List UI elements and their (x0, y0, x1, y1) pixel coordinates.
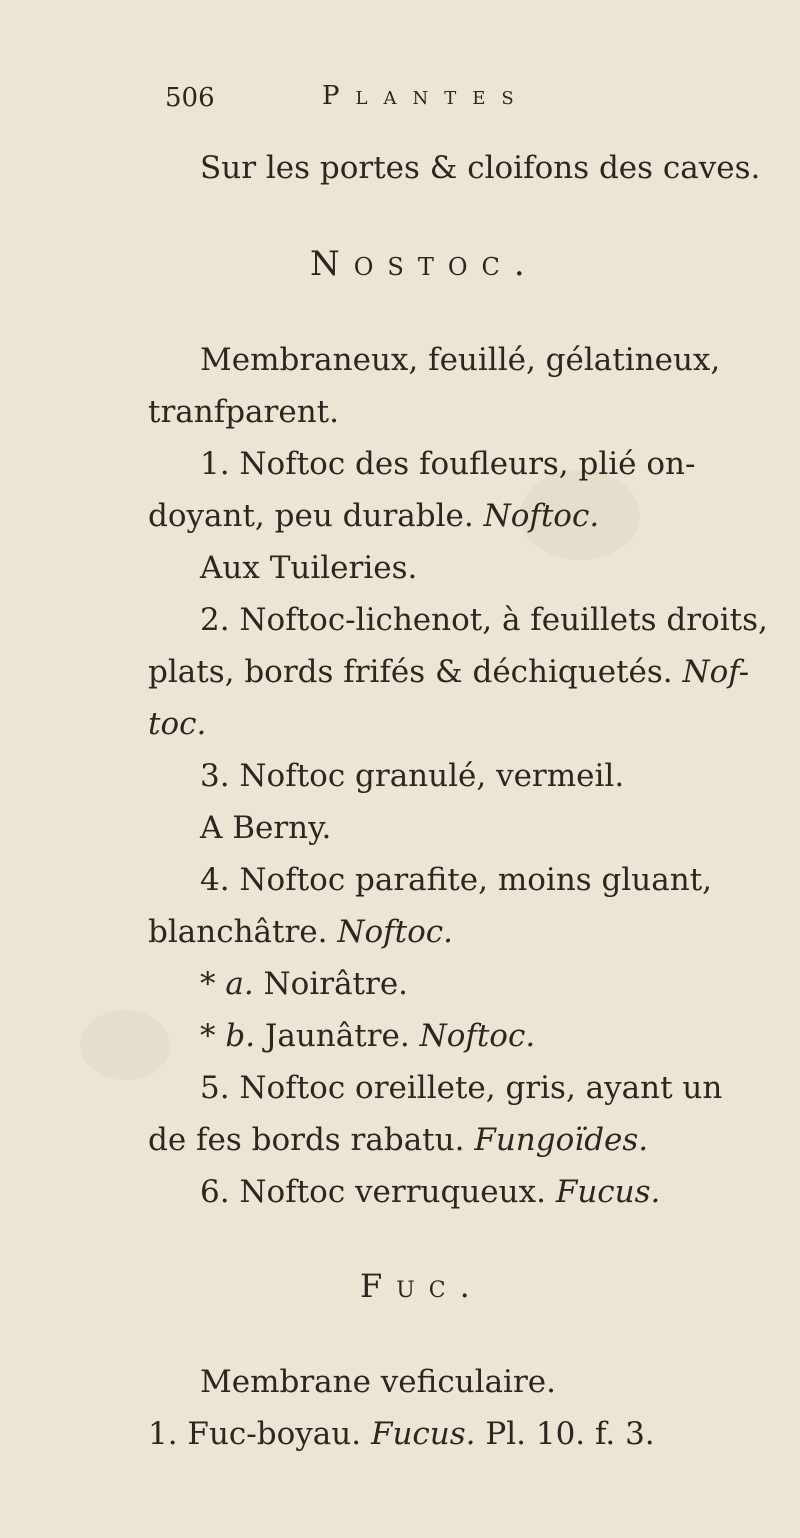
section-heading: Fuc. (360, 1267, 484, 1305)
text-line: de fes bords rabatu. Fungoïdes. (148, 1122, 649, 1158)
text-line: tranfparent. (148, 394, 339, 430)
text-line: Sur les portes & cloifons des caves. (200, 150, 761, 186)
text-line: * b. Jaunâtre. Noftoc. (200, 1018, 536, 1054)
text-line: A Berny. (200, 810, 332, 846)
text-line: 3. Noftoc granulé, vermeil. (200, 758, 625, 794)
text-line: 1. Fuc-boyau. Fucus. Pl. 10. f. 3. (148, 1416, 655, 1452)
text-line: Membraneux, feuillé, gélatineux, (200, 342, 721, 378)
text-line: * a. Noirâtre. (200, 966, 409, 1002)
text-line: toc. (148, 706, 207, 742)
section-heading: Nostoc. (310, 244, 539, 284)
text-line: Aux Tuileries. (200, 550, 418, 586)
text-line: Membrane veficulaire. (200, 1364, 556, 1400)
text-line: plats, bords frifés & déchiquetés. Nof- (148, 654, 750, 690)
text-line: 4. Noftoc parafite, moins gluant, (200, 862, 713, 898)
text-line: 5. Noftoc oreillete, gris, ayant un (200, 1070, 723, 1106)
text-line: 1. Noftoc des foufleurs, plié on- (200, 446, 696, 482)
text-line: 2. Noftoc-lichenot, à feuillets droits, (200, 602, 768, 638)
page-number: 506 (165, 83, 215, 113)
text-line: doyant, peu durable. Noftoc. (148, 498, 600, 534)
running-title: Plantes (322, 81, 530, 111)
text-line: 6. Noftoc verruqueux. Fucus. (200, 1174, 661, 1210)
text-line: blanchâtre. Noftoc. (148, 914, 453, 950)
paper-stain (80, 1010, 170, 1080)
